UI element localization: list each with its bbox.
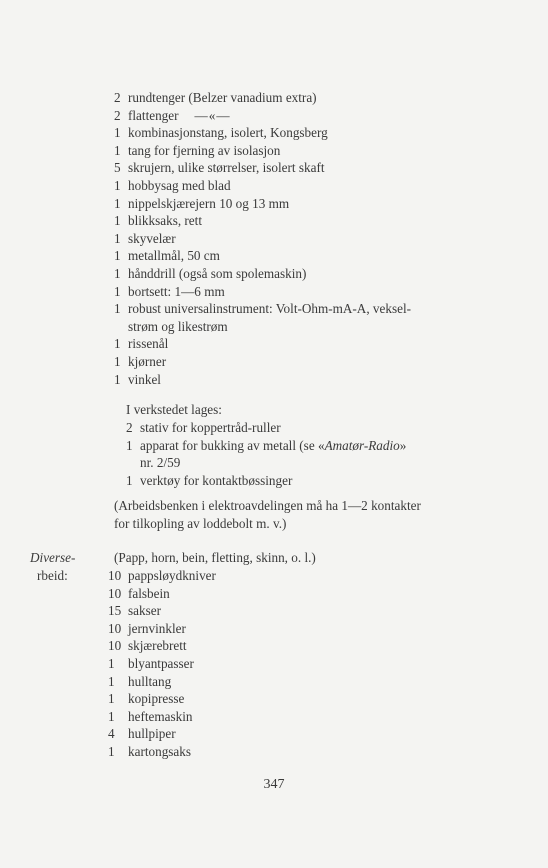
repeat-sign: —«—	[194, 107, 231, 123]
list-item	[126, 419, 281, 437]
item-text: kjørner	[128, 354, 167, 369]
item-text: falsbein	[128, 585, 170, 601]
item-quantity: 10	[108, 638, 122, 654]
list-item	[114, 300, 411, 318]
item-text: verktøy for kontaktbøssinger	[140, 472, 293, 488]
closing-quote: »	[399, 437, 407, 453]
item-text: heftemaskin	[128, 708, 193, 724]
list-item	[114, 107, 231, 125]
list-item	[114, 142, 280, 160]
list-item	[108, 655, 194, 673]
item-quantity: 10	[108, 568, 122, 583]
list-item	[114, 195, 289, 213]
magazine-title: Amatør-Radio	[324, 437, 400, 453]
item-quantity: 1	[114, 213, 121, 229]
item-quantity: 1	[114, 266, 121, 281]
item-text: vinkel	[128, 371, 161, 387]
item-quantity: 1	[114, 195, 121, 211]
list-item	[114, 89, 317, 107]
item-text: rundtenger (Belzer vanadium extra)	[128, 90, 317, 105]
list-item	[108, 585, 170, 603]
list-item	[126, 454, 180, 472]
item-quantity: 2	[126, 420, 133, 435]
item-quantity: 1	[114, 371, 121, 387]
section-label-line-2: rbeid:	[37, 568, 68, 583]
item-text: pappsløydkniver	[128, 568, 216, 583]
item-quantity: 1	[126, 437, 133, 453]
item-quantity: 15	[108, 603, 122, 619]
item-quantity: 10	[108, 620, 122, 636]
list-item	[114, 230, 176, 248]
item-text: strøm og likestrøm	[128, 318, 228, 334]
list-item	[108, 743, 191, 761]
item-text: blyantpasser	[128, 656, 194, 671]
list-item	[114, 177, 231, 195]
note-line-2: for tilkopling av loddebolt m. v.)	[114, 516, 287, 531]
item-text: hulltang	[128, 673, 172, 689]
item-quantity: 4	[108, 726, 115, 742]
item-quantity: 1	[108, 708, 115, 724]
list-item	[108, 602, 161, 620]
section-label-line-1: Diverse-	[30, 550, 76, 565]
item-quantity: 1	[126, 472, 133, 488]
list-item	[126, 472, 292, 490]
item-quantity: 1	[114, 178, 121, 193]
list-item	[114, 353, 166, 371]
list-item	[108, 637, 187, 655]
list-item	[108, 567, 216, 585]
item-text: jernvinkler	[128, 620, 186, 636]
item-text: kartongsaks	[128, 744, 191, 759]
list-item	[108, 725, 176, 743]
item-text: hullpiper	[128, 726, 176, 742]
item-quantity: 2	[114, 107, 121, 123]
list-item	[108, 690, 184, 708]
list-item	[114, 159, 325, 177]
list-item	[108, 708, 192, 726]
item-text: rissenål	[128, 336, 169, 352]
list-item	[126, 437, 406, 455]
item-text: stativ for koppertråd-ruller	[140, 420, 281, 435]
list-item	[114, 212, 202, 230]
item-quantity: 1	[114, 142, 121, 158]
item-quantity: 1	[114, 336, 121, 352]
item-text: skyvelær	[128, 230, 176, 246]
item-text: metallmål, 50 cm	[128, 248, 220, 264]
list-item	[114, 124, 328, 142]
list-item	[114, 247, 220, 265]
item-quantity: 5	[114, 160, 121, 176]
list-item	[114, 265, 306, 283]
list-item	[114, 371, 161, 389]
item-quantity: 1	[108, 691, 115, 707]
item-text: bortsett: 1—6 mm	[128, 283, 225, 299]
diverse-intro: (Papp, horn, bein, fletting, skinn, o. l.)	[114, 550, 316, 565]
item-quantity: 1	[114, 230, 121, 246]
item-text: apparat for bukking av metall (se «	[140, 437, 325, 453]
list-item	[114, 283, 225, 301]
item-text: nr. 2/59	[140, 455, 181, 471]
item-text: skrujern, ulike størrelser, isolert skaft	[128, 160, 325, 176]
item-text: flattenger	[128, 107, 179, 123]
list-item	[108, 673, 171, 691]
item-text: robust universalinstrument: Volt-Ohm-mA-A, veksel-	[128, 301, 412, 317]
note-line-1: (Arbeidsbenken i elektroavdelingen må ha 1—2 kontakter	[114, 498, 421, 513]
item-text: hobbysag med blad	[128, 178, 231, 193]
item-quantity: 1	[108, 744, 115, 759]
workshop-heading: I verkstedet lages:	[126, 402, 222, 417]
list-item	[108, 620, 186, 638]
item-quantity: 2	[114, 90, 121, 105]
item-text: tang for fjerning av isolasjon	[128, 142, 281, 158]
item-quantity: 10	[108, 585, 122, 601]
item-text: hånddrill (også som spolemaskin)	[128, 266, 307, 281]
item-quantity: 1	[114, 301, 121, 317]
list-item	[114, 335, 168, 353]
item-text: kombinasjonstang, isolert, Kongsberg	[128, 125, 328, 141]
item-quantity: 1	[114, 354, 121, 369]
list-item	[114, 318, 228, 336]
item-text: blikksaks, rett	[128, 213, 202, 229]
item-quantity: 1	[108, 656, 115, 671]
page-number: 347	[263, 777, 285, 792]
item-quantity: 1	[114, 125, 121, 141]
item-quantity: 1	[114, 283, 121, 299]
item-text: sakser	[128, 603, 161, 619]
item-text: skjærebrett	[128, 638, 187, 654]
item-quantity: 1	[114, 248, 121, 264]
item-text: nippelskjærejern 10 og 13 mm	[128, 195, 290, 211]
item-quantity: 1	[108, 673, 115, 689]
item-text: kopipresse	[128, 691, 185, 707]
